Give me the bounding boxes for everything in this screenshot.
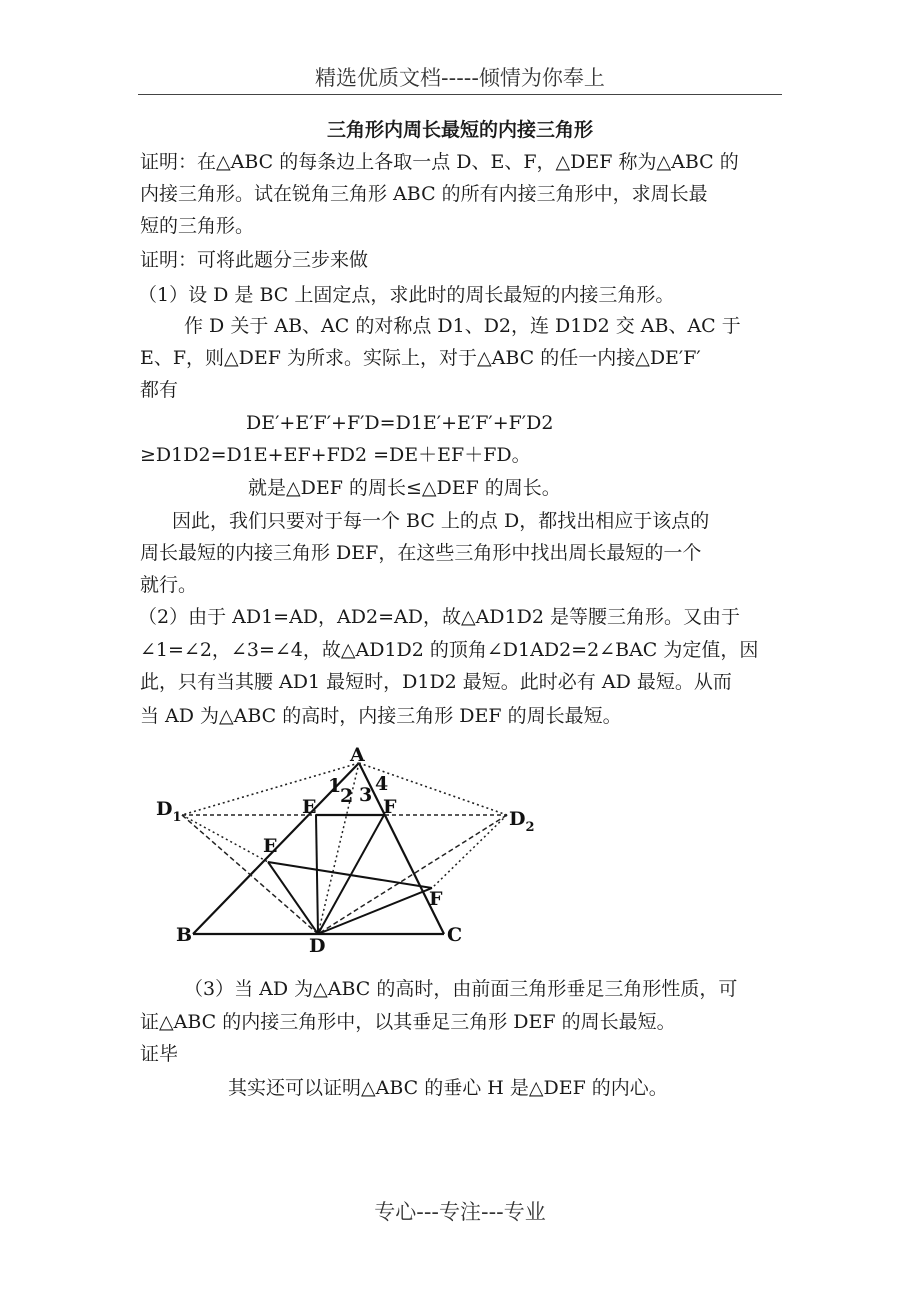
segment-e-prime-d bbox=[268, 862, 318, 934]
label-angle-4: 4 bbox=[375, 773, 389, 795]
segment-d1-d bbox=[182, 815, 318, 934]
label-angle-1: 1 bbox=[328, 775, 342, 797]
step1-conclusion: 就是△DEF 的周长≤△DEF 的周长。 bbox=[248, 477, 561, 499]
page-footer: 专心---专注---专业 bbox=[374, 1200, 546, 1224]
document-title: 三角形内周长最短的内接三角形 bbox=[326, 119, 593, 141]
segment-d1-e-prime bbox=[182, 815, 268, 862]
label-d1: $D_1$ bbox=[156, 798, 182, 825]
closing-remark: 其实还可以证明△ABC 的垂心 H 是△DEF 的内心。 bbox=[228, 1077, 668, 1099]
inequality-line-1: DE′+E′F′+F′D=D1E′+E′F′+F′D2 bbox=[246, 412, 554, 434]
inequality-line-2: ≥D1D2=D1E+EF+FD2 =DE＋EF＋FD。 bbox=[140, 444, 531, 466]
label-f-top: F bbox=[383, 796, 397, 818]
label-a: A bbox=[350, 745, 365, 766]
step2-line-2: ∠1=∠2，∠3=∠4，故△AD1D2 的顶角∠D1AD2=2∠BAC 为定值，因 bbox=[140, 639, 759, 661]
segment-e-prime-f-prime bbox=[268, 862, 432, 888]
geometry-figure bbox=[150, 745, 550, 955]
label-d: D bbox=[309, 935, 326, 955]
paragraph2-line-3: 就行。 bbox=[140, 574, 198, 596]
problem-line-3: 短的三角形。 bbox=[140, 215, 255, 237]
step2-line-3: 此，只有当其腰 AD1 最短时，D1D2 最短。此时必有 AD 最短。从而 bbox=[140, 671, 732, 693]
step1-line-2: E、F，则△DEF 为所求。实际上，对于△ABC 的任一内接△DE′F′ bbox=[140, 347, 701, 369]
page-header: 精选优质文档-----倾情为你奉上 bbox=[315, 66, 605, 90]
step1-heading: （1）设 D 是 BC 上固定点，求此时的周长最短的内接三角形。 bbox=[138, 284, 675, 306]
step3-line-3: 证毕 bbox=[140, 1043, 179, 1065]
label-c: C bbox=[447, 924, 463, 946]
label-e-top: E bbox=[302, 796, 317, 818]
step3-line-2: 证△ABC 的内接三角形中，以其垂足三角形 DEF 的周长最短。 bbox=[140, 1011, 676, 1033]
paragraph2-line-2: 周长最短的内接三角形 DEF，在这些三角形中找出周长最短的一个 bbox=[140, 542, 702, 564]
step1-line-1: 作 D 关于 AB、AC 的对称点 D1、D2，连 D1D2 交 AB、AC 于 bbox=[184, 315, 741, 337]
step2-line-1: （2）由于 AD1=AD，AD2=AD，故△AD1D2 是等腰三角形。又由于 bbox=[138, 606, 740, 628]
proof-intro: 证明：可将此题分三步来做 bbox=[140, 249, 369, 271]
label-f-mid: F bbox=[429, 888, 443, 910]
segment-d2-f-prime bbox=[432, 815, 507, 888]
label-angle-3: 3 bbox=[359, 784, 373, 806]
label-angle-2: 2 bbox=[340, 785, 354, 807]
step2-line-4: 当 AD 为△ABC 的高时，内接三角形 DEF 的周长最短。 bbox=[140, 705, 622, 727]
label-e-mid: E bbox=[263, 835, 278, 857]
header-divider bbox=[138, 94, 782, 95]
label-d2: $D_2$ bbox=[509, 808, 535, 835]
paragraph2-line-1: 因此，我们只要对于每一个 BC 上的点 D，都找出相应于该点的 bbox=[172, 510, 710, 532]
segment-e-d bbox=[316, 815, 318, 934]
step1-line-3: 都有 bbox=[140, 379, 179, 401]
label-b: B bbox=[176, 924, 193, 946]
step3-line-1: （3）当 AD 为△ABC 的高时，由前面三角形垂足三角形性质，可 bbox=[184, 978, 738, 1000]
problem-line-1: 证明：在△ABC 的每条边上各取一点 D、E、F，△DEF 称为△ABC 的 bbox=[140, 151, 739, 173]
segment-f-prime-d bbox=[318, 888, 432, 934]
problem-line-2: 内接三角形。试在锐角三角形 ABC 的所有内接三角形中，求周长最 bbox=[140, 183, 708, 205]
